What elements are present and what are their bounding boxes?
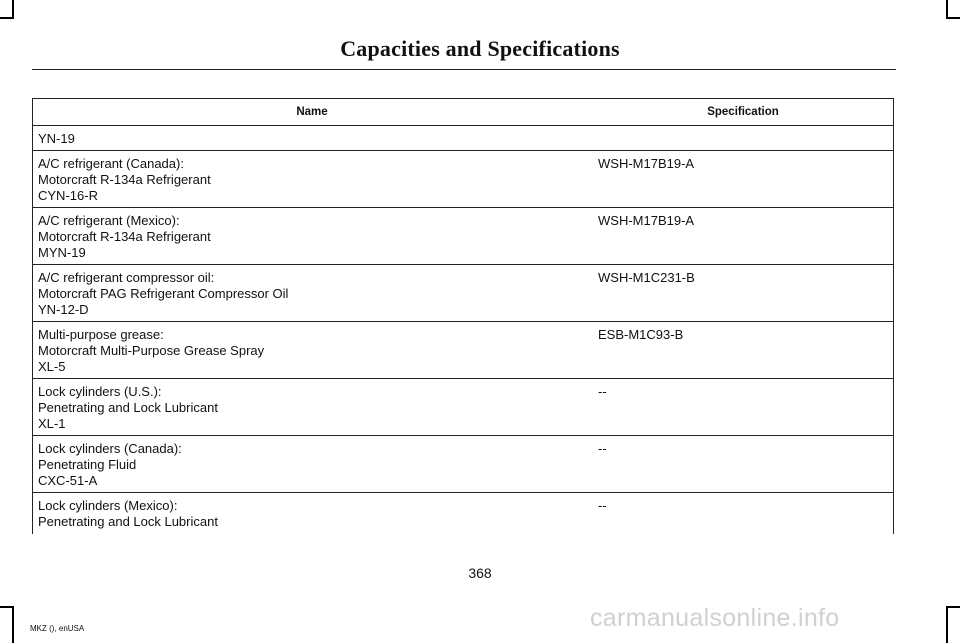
table-row — [32, 436, 894, 493]
spec-cell: ESB-M1C93-B — [592, 322, 894, 379]
name-cell — [32, 493, 592, 531]
table-row — [32, 265, 894, 322]
crop-mark-top-left-v — [12, 0, 14, 18]
column-header-name: Name — [32, 99, 592, 126]
spec-cell: WSH-M17B19-A — [592, 151, 894, 208]
name-line: YN-19 — [38, 131, 75, 146]
name-line: CXC-51-A — [38, 473, 98, 488]
name-line: A/C refrigerant compressor oil: — [38, 270, 215, 285]
document-code: MKZ (), enUSA — [30, 624, 85, 633]
crop-mark-top-left-h — [0, 17, 14, 19]
watermark: carmanualsonline.info — [590, 604, 840, 632]
name-line: Motorcraft R-134a Refrigerant — [38, 172, 211, 187]
spec-cell: WSH-M1C231-B — [592, 265, 894, 322]
name-line: Motorcraft R-134a Refrigerant — [38, 229, 211, 244]
crop-mark-bottom-left-h — [0, 606, 14, 608]
name-line: Lock cylinders (U.S.): — [38, 384, 162, 399]
name-cell — [32, 126, 592, 151]
name-cell — [32, 151, 592, 208]
table-row — [32, 208, 894, 265]
name-line: Motorcraft PAG Refrigerant Compressor Oil — [38, 286, 289, 301]
spec-cell: WSH-M17B19-A — [592, 208, 894, 265]
table-row — [32, 379, 894, 436]
name-line: CYN-16-R — [38, 188, 98, 203]
spec-cell: -- — [592, 436, 894, 493]
table-row — [32, 322, 894, 379]
name-cell — [32, 208, 592, 265]
spec-cell: -- — [592, 379, 894, 436]
specifications-table — [32, 98, 894, 530]
crop-mark-bottom-left-v — [12, 606, 14, 643]
spec-cell — [592, 126, 894, 151]
name-line: Penetrating and Lock Lubricant — [38, 400, 218, 415]
name-line: Penetrating and Lock Lubricant — [38, 514, 218, 529]
name-line: MYN-19 — [38, 245, 86, 260]
page-number: 368 — [468, 565, 492, 581]
name-line: Penetrating Fluid — [38, 457, 137, 472]
crop-mark-top-right-h — [946, 17, 960, 19]
table-row — [32, 493, 894, 531]
name-line: Motorcraft Multi-Purpose Grease Spray — [38, 343, 265, 358]
table-right-border — [893, 98, 894, 534]
table-left-border — [32, 98, 33, 534]
name-line: XL-5 — [38, 359, 66, 374]
name-cell — [32, 379, 592, 436]
name-line: Lock cylinders (Canada): — [38, 441, 182, 456]
name-line: A/C refrigerant (Canada): — [38, 156, 184, 171]
name-cell — [32, 322, 592, 379]
title-divider — [32, 69, 896, 70]
name-cell — [32, 436, 592, 493]
name-line: A/C refrigerant (Mexico): — [38, 213, 180, 228]
table-row — [32, 151, 894, 208]
column-header-specification: Specification — [592, 99, 894, 126]
name-line: XL-1 — [38, 416, 66, 431]
crop-mark-bottom-right-v — [946, 606, 948, 643]
table-header-row — [32, 99, 894, 126]
table-row — [32, 126, 894, 151]
name-line: Multi-purpose grease: — [38, 327, 164, 342]
name-line: YN-12-D — [38, 302, 89, 317]
crop-mark-top-right-v — [946, 0, 948, 18]
page-title: Capacities and Specifications — [340, 36, 620, 61]
name-cell — [32, 265, 592, 322]
name-line: Lock cylinders (Mexico): — [38, 498, 178, 513]
crop-mark-bottom-right-h — [946, 606, 960, 608]
spec-cell: -- — [598, 498, 607, 513]
